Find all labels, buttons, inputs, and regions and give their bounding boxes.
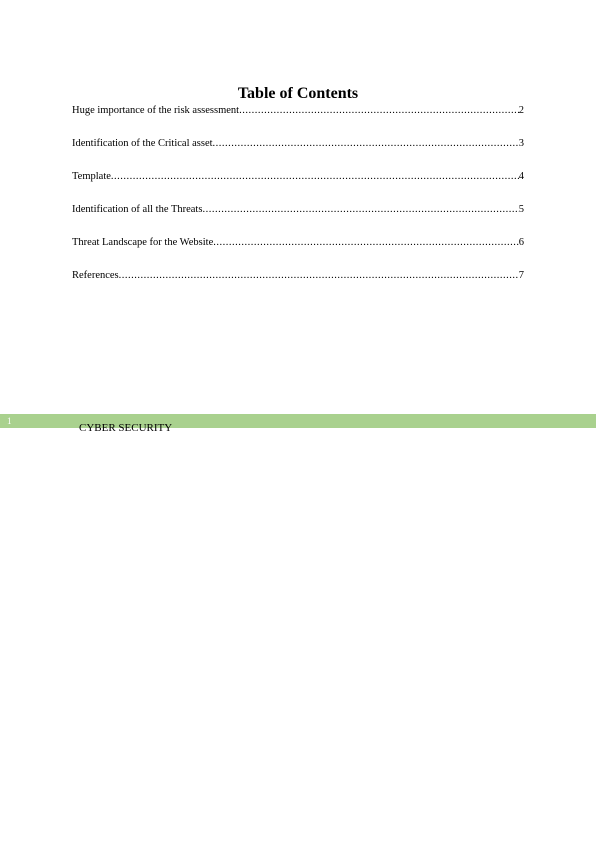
toc-entry-label: Identification of all the Threats [72,204,203,215]
toc-entry-page: 4 [518,171,524,182]
toc-entry-page: 6 [518,237,524,248]
toc-entry[interactable] [72,104,524,137]
toc-entry-label: Huge importance of the risk assessment [72,105,240,116]
toc-entry-page: 5 [518,204,524,215]
toc-entry-page: 7 [518,270,524,281]
toc-entry-label: References [72,270,119,281]
toc-dot-leader [213,137,519,151]
toc-dot-leader [119,269,519,283]
toc-dot-leader [239,104,519,118]
toc-entry-label: Identification of the Critical asset [72,138,213,149]
toc-dot-leader [213,236,519,250]
toc-dot-leader [202,203,518,217]
toc-list [72,104,524,302]
page-number: 1 [7,416,12,426]
toc-title: Table of Contents [237,85,359,102]
toc-entry-page: 2 [518,105,524,116]
toc-entry[interactable] [72,170,524,203]
toc-entry[interactable] [72,203,524,236]
toc-entry[interactable] [72,137,524,170]
toc-entry-page: 3 [518,138,524,149]
toc-dot-leader [111,170,519,184]
toc-entry-label: Template [72,171,111,182]
toc-entry[interactable] [72,269,524,302]
toc-entry[interactable] [72,236,524,269]
toc-entry-label: Threat Landscape for the Website [72,237,214,248]
running-head: CYBER SECURITY [79,422,173,434]
